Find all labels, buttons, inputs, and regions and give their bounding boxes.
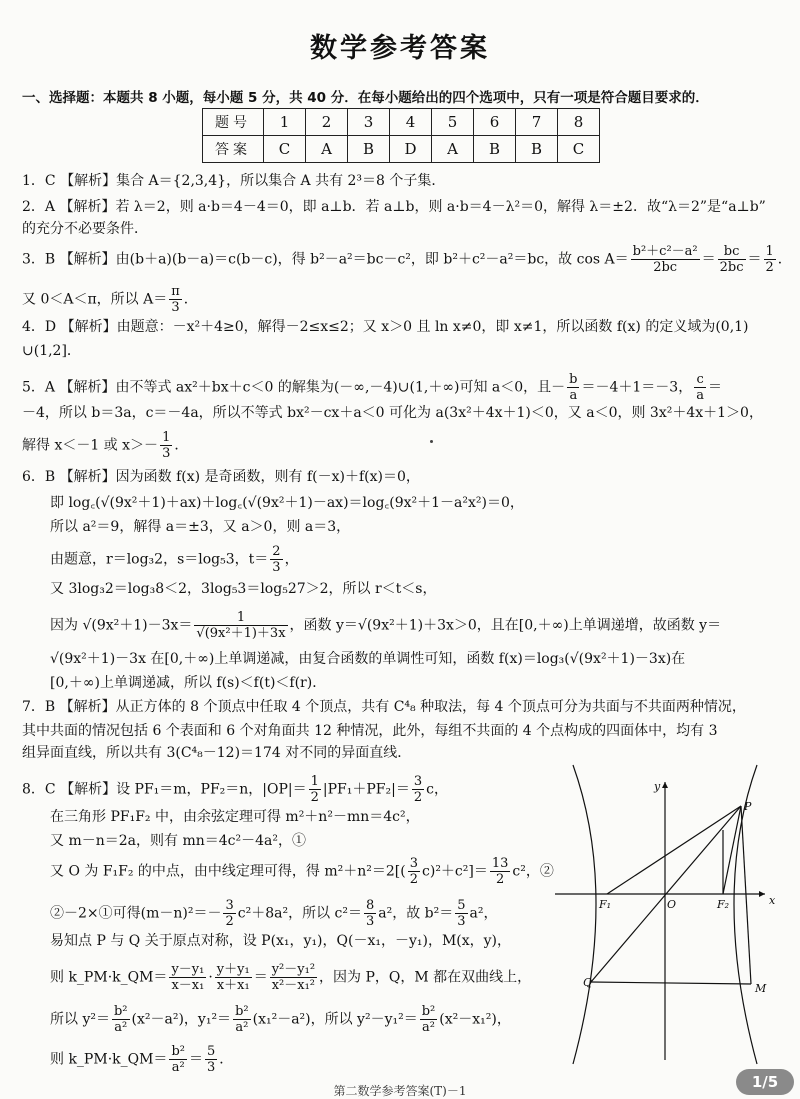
answer-q7-line1: 7．B 【解析】从正方体的 8 个顶点中任取 4 个顶点，共有 C⁴₈ 种取法，每 4 个顶点可分为共面与不共面两种情况，	[22, 699, 746, 715]
fraction-denominator: a²	[171, 1060, 185, 1075]
fraction	[233, 1004, 251, 1035]
text-run: 又 O 为 F₁F₂ 的中点，由中线定理可得，得 m²＋n²＝2[(	[50, 863, 406, 880]
fraction-numerator: b²	[171, 1044, 185, 1059]
text-run: ·	[208, 969, 213, 986]
fraction	[112, 1004, 130, 1035]
fraction-denominator: 2	[413, 790, 423, 805]
text-run: 则 k_PM·k_QM＝	[50, 1051, 168, 1068]
fraction-numerator: 1	[194, 610, 287, 626]
segment-PF1	[607, 806, 741, 894]
text-run: ＝	[253, 969, 268, 986]
fraction-denominator: 2bc	[719, 260, 744, 275]
text-run: a²，	[469, 905, 498, 922]
text-run: (x₁²－a²)，所以 y²－y₁²＝	[252, 1011, 418, 1028]
fraction	[309, 774, 321, 805]
fraction-denominator: 2bc	[653, 260, 678, 275]
label-P: P	[744, 800, 752, 813]
text-run: (x²－x₁²)，	[439, 1011, 511, 1028]
answer-q8-line9: 则 k_PM·k_QM＝ $\frac{\text{b²}}{\text{a²}}$ ＝ $\frac{5}{3}$ ．	[50, 1044, 234, 1075]
fraction-numerator: 8	[365, 898, 375, 913]
fraction	[169, 962, 206, 993]
fraction-denominator: 3	[171, 300, 180, 315]
text-run: ＝	[707, 379, 722, 396]
fraction	[490, 856, 511, 887]
fraction	[364, 898, 376, 929]
fraction-denominator: a	[696, 388, 704, 403]
table-row-header: 题号	[203, 109, 264, 136]
segment-PM	[741, 806, 751, 984]
answer-q2-line1: 2．A 【解析】若 λ＝2，则 a·b＝4－4＝0，即 a⊥b．若 a⊥b，则 a·b＝4－λ²＝0，解得 λ＝±2．故“λ＝2”是“a⊥b”	[22, 199, 766, 215]
answer-q6-line6	[50, 610, 721, 641]
label-y: y	[654, 780, 661, 793]
fraction	[270, 962, 317, 993]
fraction-numerator: 5	[457, 898, 466, 913]
fraction-numerator: 1	[310, 774, 319, 789]
fraction-numerator: 5	[206, 1044, 216, 1059]
label-x: x	[769, 894, 776, 907]
text-run: ②－2×①可得(m－n)²＝－	[50, 905, 222, 922]
fraction	[694, 372, 706, 403]
text-run: c²＋8a²，所以 c²＝	[237, 905, 362, 922]
answer-q8-line5	[50, 898, 498, 929]
label-F1: F₁	[599, 898, 612, 911]
x-axis-arrow	[759, 891, 765, 897]
fraction-numerator: 13	[491, 856, 509, 871]
stray-dot	[430, 440, 433, 443]
fraction-numerator: 1	[765, 244, 774, 259]
text-run: 由题意，r＝log₃2，s＝log₅3，t＝	[50, 551, 269, 568]
fraction	[160, 430, 172, 461]
answer-q6-line5: 又 3log₃2＝log₃8＜2，3log₅3＝log₅27＞2，所以 r＜t＜s，	[50, 581, 437, 597]
segment-QM	[591, 982, 751, 984]
answer-q8-line2: 在三角形 PF₁F₂ 中，由余弦定理可得 m²＋n²－mn＝4c²，	[50, 809, 420, 825]
text-run: (x²－a²)，y₁²＝	[131, 1011, 232, 1028]
text-run: c，	[426, 781, 448, 798]
answer-q5-line2: －4，所以 b＝3a，c＝－4a，所以不等式 bx²－cx＋a＜0 可化为 a(3x²＋4x＋1)＜0，又 a＜0，则 3x²＋4x＋1＞0，	[22, 405, 763, 421]
table-row-header: 答案	[203, 136, 264, 163]
answer-q8-line8	[50, 1004, 511, 1035]
table-cell: C	[558, 136, 600, 163]
fraction-denominator: a²	[235, 1020, 249, 1035]
table-cell: 3	[348, 109, 390, 136]
y-axis-arrow	[662, 782, 668, 788]
fraction	[270, 544, 282, 575]
text-run: c²，②	[512, 863, 554, 880]
text-run: 8．C 【解析】设 PF₁＝m，PF₂＝n，|OP|＝	[22, 781, 307, 798]
text-run: c)²＋c²]＝	[422, 863, 488, 880]
text-run: 又 0＜A＜π，所以 A＝	[22, 291, 168, 308]
fraction-denominator: a²	[422, 1020, 435, 1035]
table-cell: 7	[516, 109, 558, 136]
fraction-numerator: 3	[225, 898, 234, 913]
text-run: 则 k_PM·k_QM＝	[50, 969, 168, 986]
answer-q7-line2: 其中共面的情况包括 6 个表面和 6 个对角面共 12 种情况，此外，每组不共面的 4 个点构成的四面体中，均有 3	[22, 723, 718, 739]
fraction-numerator: b²	[113, 1004, 128, 1019]
answer-q7-line3: 组异面直线，所以共有 3(C⁴₈－12)＝174 对不同的异面直线．	[22, 745, 412, 761]
text-run: 5．A 【解析】由不等式 ax²＋bx＋c＜0 的解集为(－∞,－4)∪(1,＋∞)可知 a＜0，且－	[22, 379, 566, 396]
fraction-numerator: y＋y₁	[216, 962, 250, 977]
fraction-denominator: 2	[765, 260, 774, 275]
table-cell: B	[516, 136, 558, 163]
answer-q8-line3: 又 m－n＝2a，则有 mn＝4c²－4a²，①	[50, 833, 306, 849]
table-cell: B	[348, 136, 390, 163]
fraction-numerator: y²－y₁²	[271, 962, 316, 977]
answer-q1: 1．C 【解析】集合 A＝{2,3,4}，所以集合 A 共有 2³＝8 个子集．	[22, 173, 446, 189]
answer-q3-line2: 又 0＜A＜π，所以 A＝ $\frac{\pi}{3}$ ．	[22, 284, 198, 315]
page-top-cutoff	[0, 0, 800, 10]
text-run: ＝	[747, 251, 762, 268]
table-cell: 2	[306, 109, 348, 136]
table-cell: 5	[432, 109, 474, 136]
answer-q6-line7: √(9x²＋1)－3x 在[0,＋∞)上单调递减，由复合函数的单调性可知，函数 f(x)＝log₃(√(9x²＋1)－3x)在	[50, 651, 686, 667]
fraction-numerator: b²	[235, 1004, 249, 1019]
answer-q6-line3: 所以 a²＝9，解得 a＝±3，又 a＞0，则 a＝3，	[50, 519, 351, 535]
answer-q8-line4	[50, 856, 554, 887]
fraction-numerator: c	[694, 372, 706, 388]
fraction-denominator: x²－x₁²	[271, 978, 316, 993]
section-heading: 一、选择题：本题共 8 小题，每小题 5 分，共 40 分．在每小题给出的四个选项中，只有一项是符合题目要求的．	[22, 90, 709, 106]
fraction	[567, 372, 579, 403]
fraction	[205, 1044, 217, 1075]
label-Q: Q	[583, 976, 593, 989]
fraction-denominator: x＋x₁	[216, 978, 250, 993]
answer-table	[202, 108, 600, 163]
fraction-denominator: 3	[162, 446, 171, 461]
text-run: ，函数 y＝√(9x²＋1)＋3x＞0，且在[0,＋∞)上单调递增，故函数 y＝	[289, 617, 722, 634]
table-cell: D	[390, 136, 432, 163]
fraction	[420, 1004, 438, 1035]
table-cell: 1	[264, 109, 306, 136]
table-cell: C	[264, 136, 306, 163]
table-cell: 6	[474, 109, 516, 136]
fraction	[194, 610, 287, 641]
answer-q6-line2: 即 log꜀(√(9x²＋1)＋ax)＋log꜀(√(9x²＋1)－ax)＝log꜀(9x²＋1－a²x²)＝0，	[50, 495, 524, 511]
answer-q4-line2: ∪(1,2]．	[22, 343, 81, 359]
fraction-numerator: b²＋c²－a²	[632, 244, 698, 259]
answer-q3-line1: 3．B 【解析】由(b＋a)(b－a)＝c(b－c)，得 b²－a²＝bc－c²，即 b²＋c²－a²＝bc，故 cos A＝ $\frac{\text{b²＋c²－a²}}{2bc}$ ＝ $\frac{bc}{2bc}$ ＝ $\frac{1}{2}$ ．	[22, 244, 792, 275]
fraction-numerator: b²	[421, 1004, 436, 1019]
text-run: ＝	[701, 251, 716, 268]
fraction	[169, 284, 182, 315]
label-M: M	[755, 982, 767, 995]
text-run: |PF₁＋PF₂|＝	[322, 781, 410, 798]
table-cell: A	[306, 136, 348, 163]
fraction-denominator: a	[569, 388, 578, 403]
table-row-answers	[203, 136, 600, 163]
page-footer: 第二数学参考答案(T)－1	[333, 1084, 467, 1098]
fraction-denominator: 3	[365, 914, 375, 929]
fraction-numerator: bc	[718, 244, 746, 260]
fraction	[169, 1044, 187, 1075]
fraction-numerator: 1	[162, 430, 171, 445]
answer-q6-line1: 6．B 【解析】因为函数 f(x) 是奇函数，则有 f(－x)＋f(x)＝0，	[22, 469, 420, 485]
left-branch	[573, 765, 596, 1064]
fraction	[764, 244, 776, 275]
fraction-numerator: b	[569, 372, 578, 387]
answer-q5-line3: 解得 x＜－1 或 x＞－ $\frac{1}{3}$ ．	[22, 430, 189, 461]
fraction-denominator: √(9x²＋1)＋3x	[196, 626, 286, 641]
answer-q2-line2: 的充分不必要条件．	[22, 221, 148, 237]
answer-q8-line7	[50, 962, 531, 993]
text-run: 解得 x＜－1 或 x＞－	[22, 437, 159, 454]
answer-q6-line8: [0,＋∞)上单调递减，所以 f(s)＜f(t)＜f(r)．	[50, 675, 327, 691]
text-run: 3．B 【解析】由(b＋a)(b－a)＝c(b－c)，得 b²－a²＝bc－c²，即 b²＋c²－a²＝bc，故 cos A＝	[22, 251, 629, 268]
fraction-denominator: 2	[310, 790, 319, 805]
fraction-numerator: 3	[413, 774, 423, 789]
fraction-numerator: 3	[409, 856, 419, 871]
text-run: ＝	[188, 1051, 203, 1068]
fraction	[412, 774, 424, 805]
fraction	[455, 898, 467, 929]
text-run: ＝－4＋1＝－3，	[581, 379, 693, 396]
answer-q8-line6: 易知点 P 与 Q 关于原点对称，设 P(x₁，y₁)，Q(－x₁，－y₁)，M(x，y)，	[50, 933, 512, 949]
fraction	[223, 898, 235, 929]
fraction-numerator: y－y₁	[171, 962, 205, 977]
fraction-denominator: a²	[114, 1020, 128, 1035]
page-title: 数学参考答案	[310, 33, 490, 64]
table-cell: A	[432, 136, 474, 163]
text-run: 因为 √(9x²＋1)－3x＝	[50, 617, 193, 634]
fraction-numerator: 2	[272, 544, 281, 559]
text-run: ，因为 P，Q，M 都在双曲线上，	[319, 969, 532, 986]
fraction-denominator: 3	[457, 914, 466, 929]
table-cell: 8	[558, 109, 600, 136]
fraction	[718, 244, 746, 275]
text-run: 所以 y²＝	[50, 1011, 110, 1028]
hyperbola-figure	[545, 760, 785, 1070]
table-cell: B	[474, 136, 516, 163]
fraction-denominator: x－x₁	[171, 978, 205, 993]
segment-PF2	[723, 806, 741, 894]
fraction-denominator: 2	[495, 872, 505, 887]
answer-q4-line1: 4．D 【解析】由题意：－x²＋4≥0，解得－2≤x≤2；又 x＞0 且 ln x≠0，即 x≠1，所以函数 f(x) 的定义域为(0,1)	[22, 319, 749, 335]
table-cell: 4	[390, 109, 432, 136]
fraction	[631, 244, 700, 275]
text-run: a²，故 b²＝	[378, 905, 454, 922]
page-indicator-badge: 1/5	[736, 1069, 794, 1095]
table-row-numbers	[203, 109, 600, 136]
fraction-denominator: 2	[225, 914, 234, 929]
answer-q6-line4: 由题意，r＝log₃2，s＝log₅3，t＝ $\frac{2}{3}$ ，	[50, 544, 299, 575]
label-F2: F₂	[717, 898, 730, 911]
fraction-denominator: 2	[409, 872, 419, 887]
answer-q8-line1	[22, 774, 448, 805]
fraction	[215, 962, 252, 993]
fraction-numerator: π	[171, 284, 180, 299]
fraction-denominator: 3	[206, 1060, 216, 1075]
label-O: O	[667, 898, 677, 911]
fraction-denominator: 3	[272, 560, 281, 575]
fraction	[408, 856, 420, 887]
answer-q5-line1	[22, 372, 722, 403]
